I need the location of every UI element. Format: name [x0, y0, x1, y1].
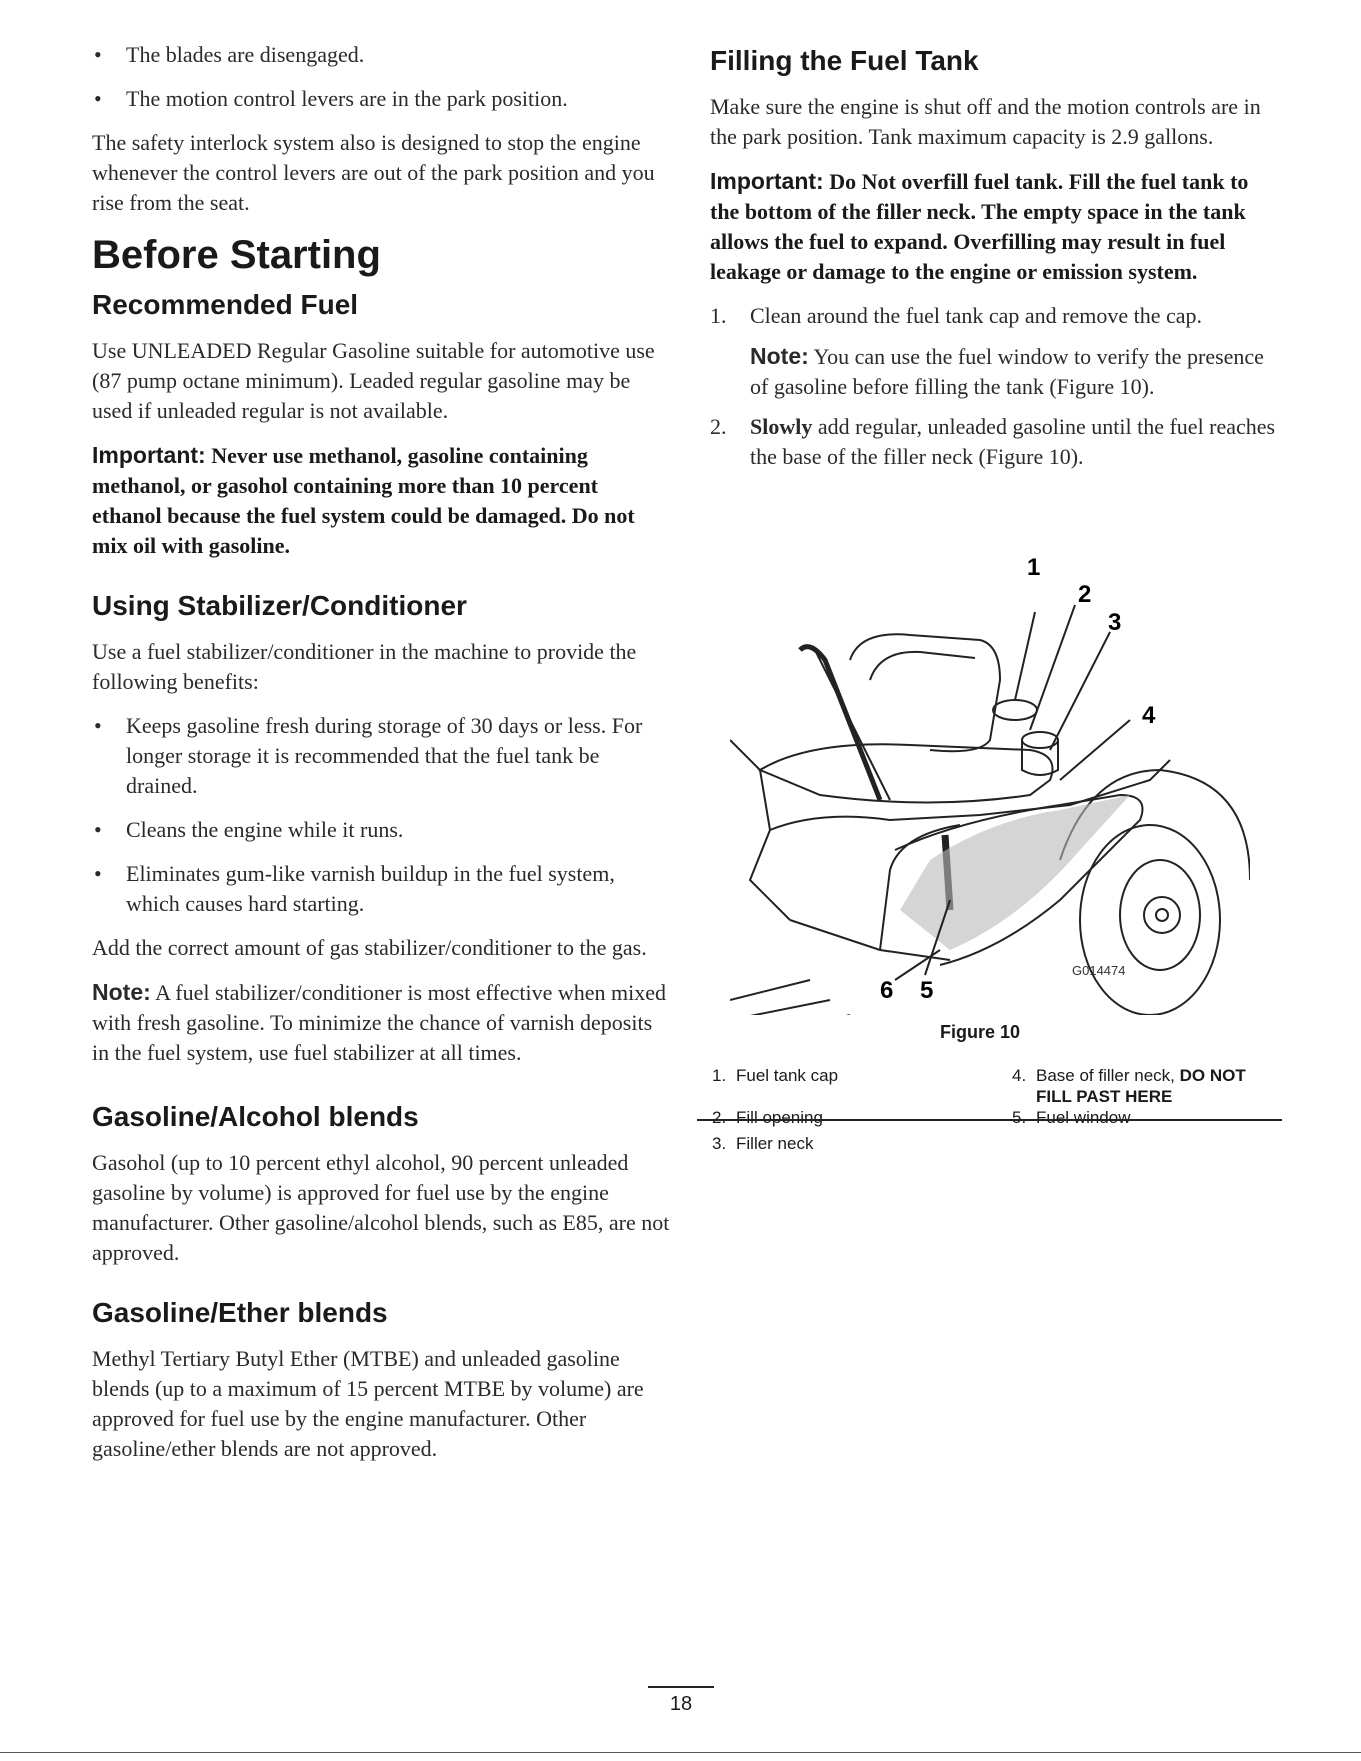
alcohol-blends-paragraph: Gasohol (up to 10 percent ethyl alcohol, 90 percent unleaded gasoline by volume) is approved for fuel use by the engine manufacturer. Other gasoline/alcohol blends, such as E85, are not approved.	[92, 1150, 670, 1265]
step-number: 2.	[710, 414, 727, 439]
ether-blends-paragraph: Methyl Tertiary Butyl Ether (MTBE) and unleaded gasoline blends (up to a maximum of 15 percent MTBE by volume) are approved for fuel use by the engine manufacturer. Other gasoline/ether blends are not approved.	[92, 1346, 644, 1461]
step-text: add regular, unleaded gasoline until the fuel reaches the base of the filler neck (Figure 10).	[750, 414, 1276, 469]
divider	[0, 1752, 1361, 1753]
important-text: Do Not overfill fuel tank. Fill the fuel tank to the bottom of the filler neck. The empty space in the tank allows the fuel to expand. Overfilling may result in fuel leakage or damage to the engine or emission system.	[710, 169, 1249, 284]
list-item: • Eliminates gum-like varnish buildup in the fuel system, which causes hard starting.	[92, 859, 672, 919]
list-item: • Keeps gasoline fresh during storage of 30 days or less. For longer storage it is recommended that the fuel tank be drained.	[92, 711, 672, 801]
legend-item: 3. Filler neck	[712, 1134, 814, 1153]
step-1-note	[710, 341, 1280, 402]
mower-line-drawing	[730, 634, 1250, 1015]
stabilizer-intro: Use a fuel stabilizer/conditioner in the machine to provide the following benefits:	[92, 639, 637, 694]
note-label: Note:	[750, 343, 809, 369]
step-2	[710, 412, 1280, 472]
callout-2: 2	[1078, 581, 1092, 608]
step-text: Clean around the fuel tank cap and remove the cap.	[750, 303, 1203, 328]
important-label: Important:	[710, 168, 824, 194]
stabilizer-note	[92, 977, 672, 1068]
callout-6: 6	[880, 977, 894, 1004]
recommended-fuel-paragraph: Use UNLEADED Regular Gasoline suitable for automotive use (87 pump octane minimum). Leaded regular gasoline may be used if unleaded regular is not available.	[92, 338, 655, 423]
left-column	[92, 40, 672, 1478]
step-emphasis: Slowly	[750, 414, 813, 439]
fuel-tank-illustration	[730, 545, 1250, 1015]
filling-tank-heading: Filling the Fuel Tank	[710, 45, 979, 76]
divider	[648, 1686, 714, 1688]
stabilizer-heading: Using Stabilizer/Conditioner	[92, 590, 467, 621]
note-label: Note:	[92, 979, 151, 1005]
figure-caption: Figure 10	[940, 1022, 1021, 1042]
alcohol-blends-heading: Gasoline/Alcohol blends	[92, 1101, 419, 1132]
page-number: 18	[669, 1693, 693, 1715]
stabilizer-add-paragraph: Add the correct amount of gas stabilizer/conditioner to the gas.	[92, 935, 647, 960]
note-text: A fuel stabilizer/conditioner is most effective when mixed with fresh gasoline. To minimize the chance of varnish deposits in the fuel system, use fuel stabilizer at all times.	[92, 980, 667, 1065]
step-1	[710, 301, 1280, 331]
legend-item: 2. Fill opening	[712, 1108, 823, 1127]
legend-item: 4. Base of filler neck, DO NOT FILL PAST HERE	[1012, 1066, 1246, 1106]
ether-blends-heading: Gasoline/Ether blends	[92, 1297, 388, 1328]
filling-tank-paragraph: Make sure the engine is shut off and the motion controls are in the park position. Tank maximum capacity is 2.9 gallons.	[710, 94, 1261, 149]
list-item: • Cleans the engine while it runs.	[92, 815, 672, 845]
important-text: Never use methanol, gasoline containing methanol, or gasohol containing more than 10 percent ethanol because the fuel system could be damaged. Do not mix oil with gasoline.	[92, 443, 635, 558]
interlock-paragraph: The safety interlock system also is designed to stop the engine whenever the control levers are out of the park position and you rise from the seat.	[92, 130, 655, 215]
callout-5: 5	[920, 977, 934, 1004]
note-text: You can use the fuel window to verify the presence of gasoline before filling the tank (Figure 10).	[750, 344, 1264, 399]
recommended-fuel-heading: Recommended Fuel	[92, 289, 359, 320]
callout-1: 1	[1027, 554, 1041, 581]
divider	[697, 1119, 1282, 1121]
section-title: Before Starting	[92, 233, 381, 277]
figure-code: G014474	[1072, 963, 1126, 978]
important-label: Important:	[92, 442, 206, 468]
callout-3: 3	[1108, 609, 1122, 636]
step-number: 1.	[710, 303, 727, 328]
important-notice	[710, 166, 1280, 287]
list-item: • The blades are disengaged.	[92, 40, 672, 70]
list-item: • The motion control levers are in the park position.	[92, 84, 672, 114]
legend-item: 5. Fuel window	[1012, 1108, 1131, 1127]
important-notice	[92, 440, 672, 561]
legend-item: 1. Fuel tank cap	[712, 1066, 839, 1085]
callout-4: 4	[1142, 702, 1156, 729]
right-column	[710, 40, 1280, 482]
